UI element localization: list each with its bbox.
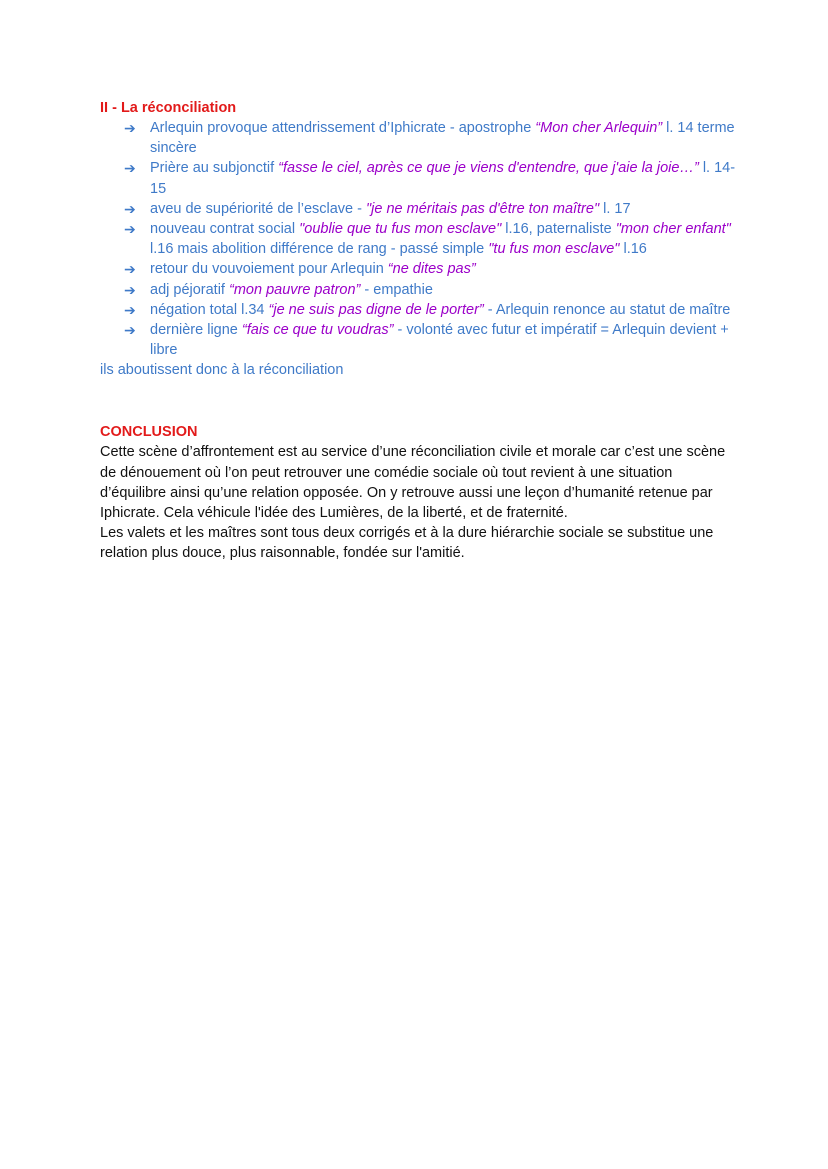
arrow-right-icon: ➔ <box>124 301 136 318</box>
conclusion-title: CONCLUSION <box>100 424 198 441</box>
list-item <box>100 320 740 360</box>
item-quote: "mon cher enfant" <box>615 221 731 238</box>
item-quote: “mon pauvre patron” <box>229 281 361 298</box>
item-quote: “je ne suis pas digne de le porter” <box>268 301 484 318</box>
item-quote: "oublie que tu fus mon esclave" <box>299 221 502 238</box>
item-quote: "je ne méritais pas d'être ton maître" <box>366 200 600 217</box>
item-text: nouveau contrat social <box>150 221 300 238</box>
list-item <box>100 300 740 320</box>
item-text: l. 14 terme sincère <box>150 120 735 157</box>
item-text: l. 14-15 <box>150 160 736 197</box>
bullet-list <box>100 118 740 360</box>
conclusion-paragraph-1: Cette scène d’affrontement est au service d’une réconciliation civile et morale car c’est une scène de dénouement où l’on peut retrouver une comédie sociale où tout revient à une situation d’équilibre ainsi qu’une relation opposée. On y retrouve aussi une leçon d’humanité retenue par Iphicrate. Cela véhicule l'idée des Lumières, de la liberté, et de fraternité. <box>100 444 726 522</box>
item-text: négation total l.34 <box>150 301 269 318</box>
item-quote: “fasse le ciel, après ce que je viens d'entendre, que j'aie la joie…” <box>278 160 699 177</box>
arrow-right-icon: ➔ <box>124 261 136 278</box>
item-text: dernière ligne <box>150 322 242 339</box>
arrow-right-icon: ➔ <box>124 322 136 339</box>
list-item <box>100 219 740 259</box>
arrow-right-icon: ➔ <box>124 281 136 298</box>
item-quote: “fais ce que tu voudras” <box>241 322 394 339</box>
item-text: l.16 <box>619 241 647 258</box>
section-closing-line: ils aboutissent donc à la réconciliation <box>100 362 344 379</box>
item-quote: “ne dites pas” <box>387 261 476 278</box>
item-text: - volonté avec futur et impératif = Arlequin devient + libre <box>150 322 729 359</box>
item-text: Arlequin provoque attendrissement d’Iphicrate - apostrophe <box>150 120 536 136</box>
item-text: aveu de supériorité de l’esclave - <box>150 200 367 217</box>
list-item <box>100 118 740 158</box>
item-quote: "tu fus mon esclave" <box>488 241 620 258</box>
list-item <box>100 158 740 198</box>
arrow-right-icon: ➔ <box>124 120 136 136</box>
item-text: - empathie <box>360 281 433 298</box>
item-quote: “Mon cher Arlequin” <box>535 120 663 136</box>
item-text: Prière au subjonctif <box>150 160 279 177</box>
arrow-right-icon: ➔ <box>124 160 136 177</box>
item-text: l. 17 <box>599 200 631 217</box>
item-text: - Arlequin renonce au statut de maître <box>483 301 731 318</box>
section-title: II - La réconciliation <box>100 100 237 116</box>
item-text: l.16, paternaliste <box>501 221 616 238</box>
arrow-right-icon: ➔ <box>124 221 136 238</box>
list-item <box>100 280 740 300</box>
conclusion-paragraph-2: Les valets et les maîtres sont tous deux corrigés et à la dure hiérarchie sociale se substitue une relation plus douce, plus raisonnable, fondée sur l'amitié. <box>100 525 714 562</box>
document-page <box>100 98 740 564</box>
item-text: adj péjoratif <box>150 281 229 298</box>
item-text: l.16 mais abolition différence de rang - passé simple <box>150 241 489 258</box>
list-item <box>100 259 740 279</box>
list-item <box>100 199 740 219</box>
arrow-right-icon: ➔ <box>124 200 136 217</box>
item-text: retour du vouvoiement pour Arlequin <box>150 261 388 278</box>
